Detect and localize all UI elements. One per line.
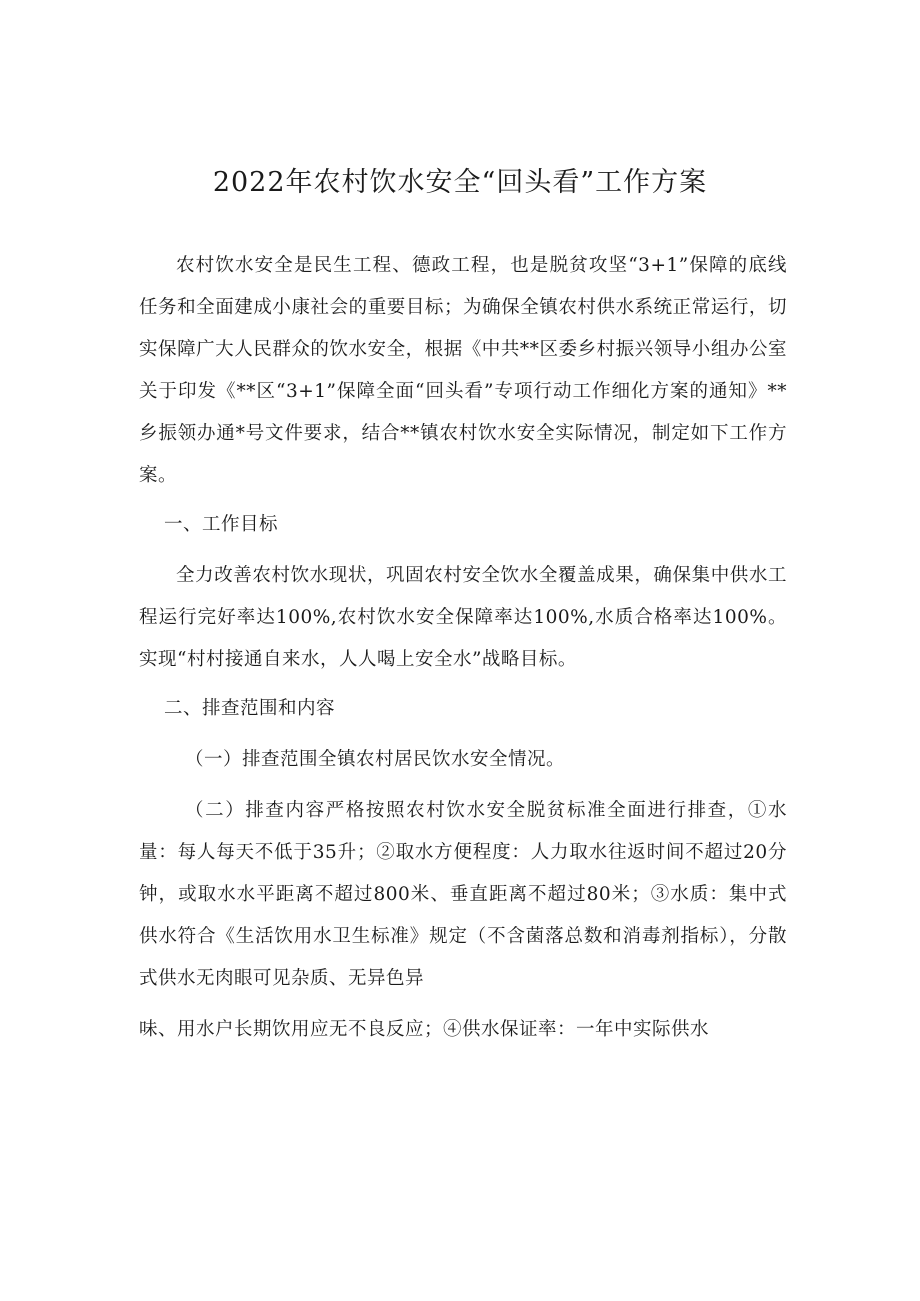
scope-item-2-continued: 味、用水户长期饮用应无不良反应；④供水保证率：一年中实际供水 [139, 1019, 710, 1040]
scope-item-2: （二）排查内容严格按照农村饮水安全脱贫标准全面进行排查，①水量：每人每天不低于35升；②取水方便程度：人力取水往返时间不超过20分钟，或取水水平距离不超过800米、垂直距离不超过80米；③水质：集中式供水符合《生活饮用水卫生标准》规定（不含菌落总数和消毒剂指标），分散式供水无肉眼可见杂质、无异色异 [139, 800, 787, 989]
section-heading-scope: 二、排查范围和内容 [164, 698, 336, 719]
goals-paragraph: 全力改善农村饮水现状，巩固农村安全饮水全覆盖成果，确保集中供水工程运行完好率达100%,农村饮水安全保障率达100%,水质合格率达100%。实现“村村接通自来水，人人喝上安全水”战略目标。 [139, 565, 787, 670]
section-heading-goals: 一、工作目标 [164, 514, 279, 535]
document-title: 2022年农村饮水安全“回头看”工作方案 [212, 167, 708, 198]
scope-item-1: （一）排查范围全镇农村居民饮水安全情况。 [185, 749, 566, 770]
document-body [139, 245, 787, 1051]
intro-paragraph: 农村饮水安全是民生工程、德政工程，也是脱贫攻坚“3+1”保障的底线任务和全面建成小康社会的重要目标；为确保全镇农村供水系统正常运行，切实保障广大人民群众的饮水安全，根据《中共**区委乡村振兴领导小组办公室关于印发《**区“3+1”保障全面“回头看”专项行动工作细化方案的通知》**乡振领办通*号文件要求，结合**镇农村饮水安全实际情况，制定如下工作方案。 [139, 255, 787, 486]
